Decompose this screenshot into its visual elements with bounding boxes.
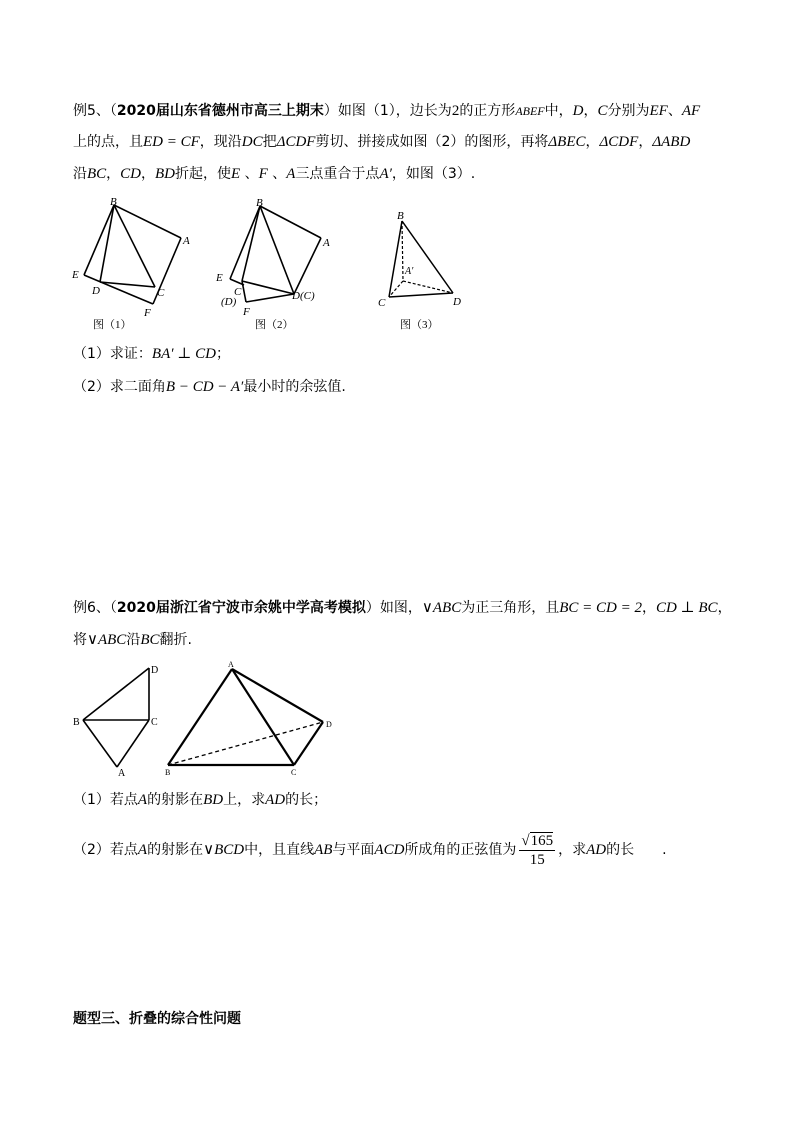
label-B: B bbox=[256, 197, 263, 209]
math: BD bbox=[203, 792, 224, 808]
math: E bbox=[231, 166, 241, 182]
text: 中， bbox=[544, 103, 573, 119]
text: （1）求证： bbox=[73, 346, 152, 362]
source: 2020届山东省德州市高三上期末 bbox=[116, 103, 324, 119]
math: CD ⊥ BC bbox=[655, 600, 718, 616]
text: ，求 bbox=[558, 842, 587, 858]
edge-AC bbox=[232, 669, 294, 765]
text: ， bbox=[717, 600, 732, 616]
edge-DpD bbox=[246, 294, 294, 302]
text: 为正三角形，且 bbox=[461, 600, 560, 616]
edge-AB bbox=[168, 669, 232, 765]
text: （2）若点 bbox=[73, 842, 138, 858]
math: ΔABD bbox=[652, 134, 691, 150]
math: ΔBEC bbox=[548, 134, 586, 150]
text: ，如图（3）. bbox=[391, 166, 476, 182]
text: 分别为 bbox=[607, 103, 650, 119]
math: 2 bbox=[451, 103, 460, 119]
label-F: F bbox=[243, 306, 250, 318]
text: 例5、（ bbox=[73, 103, 117, 119]
text: 的长 bbox=[606, 842, 635, 858]
label-E: E bbox=[72, 269, 79, 281]
figure-ex6-flat bbox=[70, 660, 170, 780]
math: C bbox=[597, 103, 608, 119]
math: ACD bbox=[374, 842, 405, 858]
math: AD bbox=[265, 792, 286, 808]
caption-fig3: 图（3） bbox=[400, 319, 439, 331]
math: ∨BCD bbox=[203, 842, 245, 858]
frac-denominator: 15 bbox=[529, 851, 545, 868]
math: ∨ABC bbox=[421, 600, 462, 616]
text: 把 bbox=[262, 134, 277, 150]
ex5-line-3: 沿BC，CD，BD折起，使E 、F 、A三点重合于点A′，如图（3）. bbox=[73, 166, 476, 182]
text: 的射影在 bbox=[147, 842, 204, 858]
edge-EB bbox=[84, 205, 114, 275]
text: ， bbox=[641, 600, 656, 616]
text: 上的点，且 bbox=[73, 134, 143, 150]
text: 折起，使 bbox=[175, 166, 232, 182]
caption-fig2: 图（2） bbox=[255, 319, 294, 331]
label-C: C bbox=[291, 768, 297, 777]
text: 最小时的余弦值. bbox=[243, 379, 346, 395]
label-D: D bbox=[453, 296, 461, 308]
text: （1）若点 bbox=[73, 792, 138, 808]
label-B: B bbox=[397, 210, 404, 222]
math: EF bbox=[649, 103, 668, 119]
edge-BA bbox=[114, 205, 181, 238]
math: BC bbox=[87, 166, 107, 182]
text: 的射影在 bbox=[147, 792, 204, 808]
text: ； bbox=[215, 346, 230, 362]
math: BC = CD = 2 bbox=[559, 600, 642, 616]
text: 中，且直线 bbox=[244, 842, 315, 858]
label-C: C bbox=[234, 286, 242, 298]
label-Dp: (D) bbox=[221, 296, 237, 308]
text: 、 bbox=[667, 103, 682, 119]
figure-2 bbox=[212, 195, 342, 335]
edge-CA bbox=[117, 720, 149, 767]
text: 所成角的正弦值为 bbox=[404, 842, 517, 858]
label-D: D bbox=[326, 720, 332, 729]
text: ，现沿 bbox=[199, 134, 242, 150]
label-B: B bbox=[73, 717, 80, 728]
edge-BC bbox=[114, 205, 155, 287]
edge-BAp bbox=[402, 221, 403, 281]
ex5-line-1: 例5、（2020届山东省德州市高三上期末）如图（1），边长为2的正方形ABEF中，D，C分别为EF、AF bbox=[73, 103, 701, 119]
edge-CD bbox=[242, 281, 294, 294]
label-Ap: A′ bbox=[405, 266, 414, 277]
ex6-line-1 bbox=[73, 598, 732, 618]
text: 例6、（ bbox=[73, 600, 117, 616]
figure-3 bbox=[372, 205, 472, 335]
label-F: F bbox=[144, 307, 151, 319]
fraction: $\frac{√165}{15}$ bbox=[521, 832, 554, 868]
label-B: B bbox=[165, 768, 171, 777]
math: A bbox=[137, 842, 148, 858]
math: A′ bbox=[379, 166, 392, 182]
math: DC bbox=[241, 134, 263, 150]
figure-1 bbox=[68, 195, 198, 335]
edge-BD bbox=[100, 205, 114, 282]
source: 2020届浙江省宁波市余姚中学高考模拟 bbox=[116, 600, 366, 616]
label-DC: D(C) bbox=[292, 290, 315, 302]
edge-BD bbox=[83, 668, 149, 720]
edge-CD bbox=[389, 293, 453, 297]
label-C: C bbox=[151, 717, 158, 728]
math: B − CD − A′ bbox=[165, 379, 244, 395]
label-D: D bbox=[92, 285, 100, 297]
edge-AD bbox=[232, 669, 323, 722]
text: （2）求二面角 bbox=[73, 379, 166, 395]
text: 三点重合于点 bbox=[295, 166, 380, 182]
math: AB bbox=[314, 842, 333, 858]
math: CD bbox=[120, 166, 142, 182]
math: BA′ ⊥ CD bbox=[151, 346, 216, 362]
text: ）如图（1），边长为 bbox=[323, 103, 452, 119]
ex5-q2 bbox=[73, 377, 346, 397]
edge-BA bbox=[83, 720, 117, 767]
text: ）如图， bbox=[365, 600, 422, 616]
label-C: C bbox=[378, 297, 386, 309]
section-heading: 题型三、折叠的综合性问题 bbox=[73, 1011, 241, 1027]
label-A: A bbox=[183, 235, 190, 247]
text: 翻折. bbox=[159, 632, 192, 648]
math: ΔCDF bbox=[276, 134, 316, 150]
text: 剪切、拼接成如图（2）的图形，再将 bbox=[315, 134, 549, 150]
label-A: A bbox=[323, 237, 330, 249]
math: BD bbox=[155, 166, 176, 182]
label-A: A bbox=[118, 768, 126, 779]
math: ABEF bbox=[515, 104, 545, 118]
label-A: A bbox=[228, 660, 234, 669]
ex6-q2 bbox=[73, 828, 667, 872]
text: 将 bbox=[73, 632, 87, 648]
label-D: D bbox=[151, 665, 159, 676]
text: 沿 bbox=[73, 166, 87, 182]
edge-BA bbox=[260, 206, 321, 238]
edge-BC bbox=[389, 221, 402, 297]
label-B: B bbox=[110, 196, 117, 208]
label-E: E bbox=[216, 272, 223, 284]
ex6-q1 bbox=[73, 790, 327, 810]
text: 与平面 bbox=[332, 842, 375, 858]
edge-BD bbox=[260, 206, 294, 294]
text: 的长； bbox=[285, 792, 328, 808]
math: A bbox=[286, 166, 296, 182]
math: ΔCDF bbox=[599, 134, 639, 150]
ex5-line-2: 上的点，且ED = CF，现沿DC把ΔCDF剪切、拼接成如图（2）的图形，再将ΔBEC，ΔCDF，ΔABD bbox=[73, 134, 691, 150]
text: 的正方形 bbox=[459, 103, 516, 119]
math: AF bbox=[681, 103, 701, 119]
math: D bbox=[572, 103, 584, 119]
ex6-line-2 bbox=[73, 630, 192, 650]
math: AD bbox=[586, 842, 607, 858]
math: BC bbox=[140, 632, 160, 648]
figure-ex6-folded bbox=[160, 655, 340, 780]
math: F bbox=[258, 166, 268, 182]
text: 上，求 bbox=[223, 792, 266, 808]
caption-fig1: 图（1） bbox=[93, 319, 132, 331]
math: ∨ABC bbox=[87, 632, 127, 648]
edge-AD bbox=[294, 238, 321, 294]
math: A bbox=[137, 792, 148, 808]
math: ED = CF bbox=[143, 134, 200, 150]
text: 沿 bbox=[126, 632, 141, 648]
text: . bbox=[662, 842, 667, 858]
label-C: C bbox=[157, 287, 165, 299]
frac-numerator: 165 bbox=[530, 832, 554, 849]
ex5-q1 bbox=[73, 344, 230, 364]
